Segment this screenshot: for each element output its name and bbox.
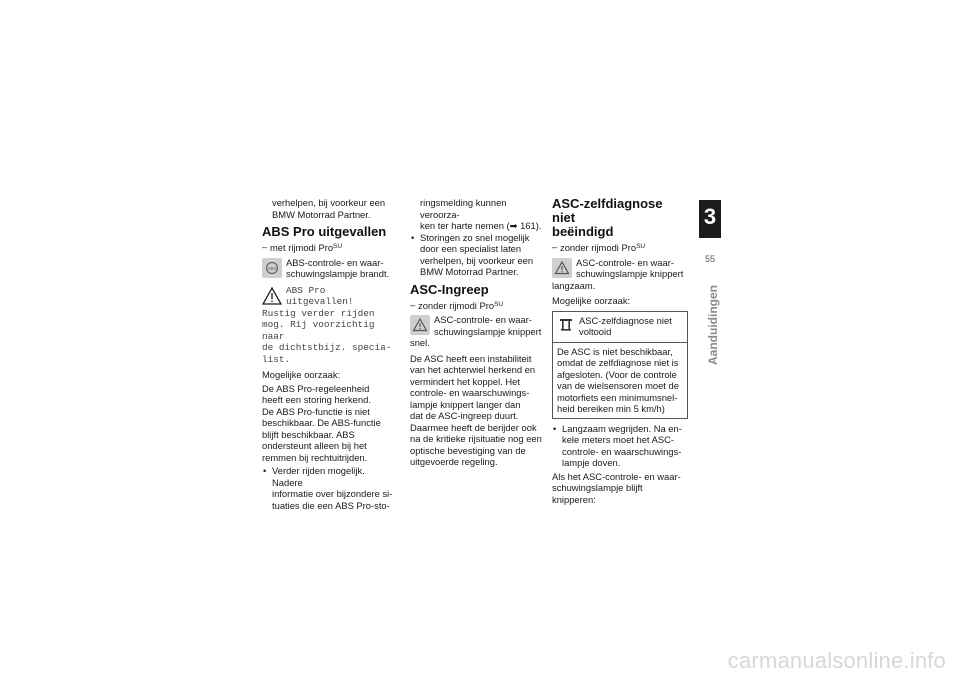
body-text: De ASC heeft een instabiliteit van het achterwiel herkend en vermindert het koppel. Het controle- en waarschuwings- lampje knippert langer dan dat de ASC-ingreep duurt. Daarmee heeft de berijder ook na de kritieke rijsituatie nog een optische bevestiging van de uitgevoerde regeling.: [410, 352, 542, 467]
list-item: • Langzaam wegrijden. Na en- kele meters moet het ASC- controle- en waarschuwings- lampje doven.: [552, 423, 688, 469]
heading-asc-zelfdiagnose: ASC-zelfdiagnose niet beëindigd: [552, 196, 663, 239]
diagnosis-box: [552, 311, 688, 419]
tail-text: Als het ASC-controle- en waar- schuwingslampje blijft knipperen:: [552, 470, 681, 505]
condition-line: – zonder rijmodi Pro$^{SU}$: [552, 241, 688, 254]
page-number: 55: [704, 254, 715, 264]
asc-indicator-row: ASC-controle- en waar- schuwingslampje knippert langzaam.: [552, 256, 684, 291]
heading-asc-ingreep: ASC-Ingreep: [410, 281, 489, 297]
abs-indicator-icon: [262, 258, 282, 278]
asc-warning-icon: [552, 258, 572, 278]
continued-text: ringsmelding kunnen veroorza- ken ter harte nemen (➡ 161).: [420, 197, 542, 231]
list-item: • Verder rijden mogelijk. Nadere informatie over bijzondere si- tuaties die een ABS Pro-sto-: [262, 465, 396, 511]
diagnosis-box-body: De ASC is niet beschikbaar, omdat de zelfdiagnose niet is afgesloten. (Voor de controle van de wielsensoren moet de motorfiets een minimumsnel- heid bereiken min 5 km/h): [557, 345, 679, 414]
condition-line: – met rijmodi Pro$^{SU}$: [262, 241, 396, 254]
cause-label: Mogelijke oorzaak:: [262, 369, 341, 380]
asc-indicator-row: ASC-controle- en waar- schuwingslampje knippert snel.: [410, 314, 542, 348]
cause-text: De ABS Pro-regeleenheid heeft een storing herkend. De ABS Pro-functie is niet beschikbaar. De ABS-functie blijft beschikbaar. ABS ondersteunt alleen bij het remmen bij rechtuitrijden.: [262, 382, 381, 463]
watermark-text: carmanualsonline.info: [727, 648, 946, 673]
abs-indicator-row: ABS ABS-controle- en waar- schuwingslampje brandt.: [262, 257, 396, 281]
svg-text:ABS: ABS: [267, 265, 277, 271]
sensor-icon: [557, 316, 575, 334]
cause-label: Mogelijke oorzaak:: [552, 295, 631, 306]
warning-triangle-icon: [262, 286, 282, 306]
condition-line: – zonder rijmodi Pro$^{SU}$: [410, 299, 544, 312]
display-message: ABS Pro uitgevallen! Rustig verder rijden mog. Rij voorzichtig naar de dichtstbijz. specia- list.: [262, 284, 392, 365]
column-3: [552, 197, 688, 507]
column-1: [262, 197, 396, 513]
list-item: • Storingen zo snel mogelijk door een specialist laten verhelpen, bij voorkeur een BMW Motorrad Partner.: [410, 232, 544, 278]
diagnosis-box-header: ASC-zelfdiagnose niet voltooid: [553, 312, 687, 343]
column-2: [410, 197, 544, 470]
intro-text: verhelpen, bij voorkeur een BMW Motorrad Partner.: [272, 197, 386, 220]
asc-warning-icon: [410, 315, 430, 335]
chapter-tab: 3: [699, 200, 721, 238]
section-label: Aanduidingen: [706, 285, 720, 365]
heading-abs-pro: ABS Pro uitgevallen: [262, 224, 387, 239]
